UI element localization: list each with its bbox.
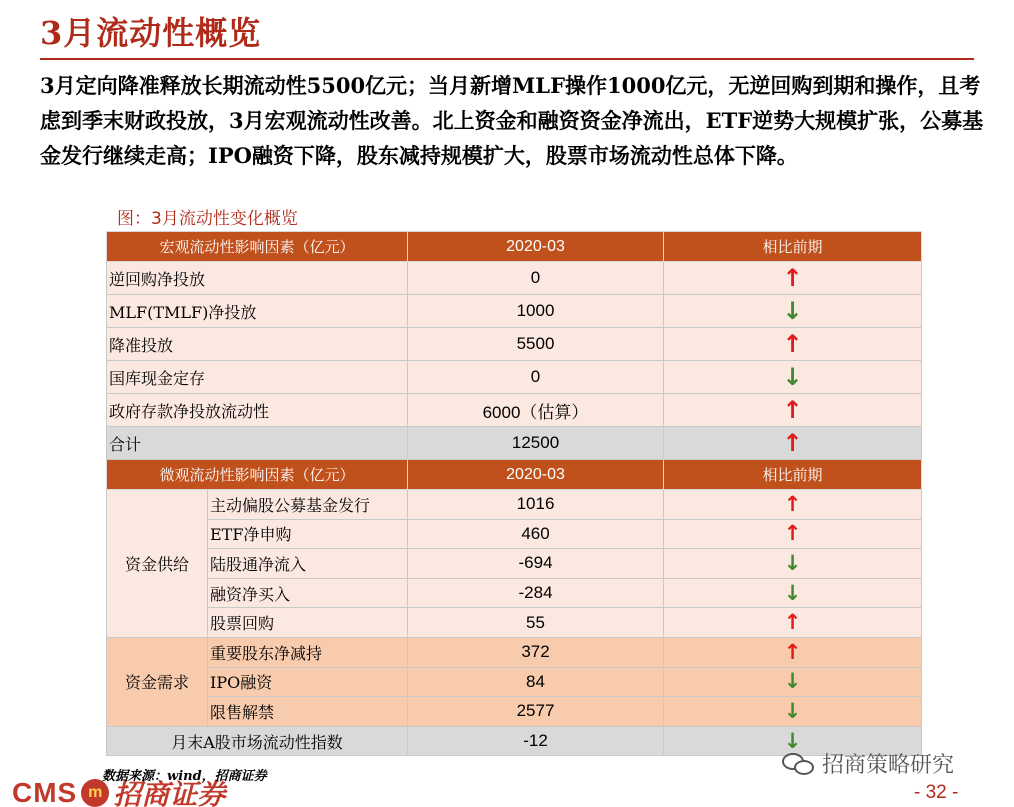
trend-cell: [664, 427, 922, 460]
row-value: -694: [408, 549, 664, 579]
data-source-note: 数据来源：wind，招商证券: [102, 769, 267, 784]
row-value: 6000（估算）: [408, 394, 664, 427]
trend-cell: [664, 394, 922, 427]
supply-group-label: 资金供给: [107, 490, 208, 638]
row-label: IPO融资: [208, 667, 408, 697]
liquidity-table: [106, 231, 922, 756]
row-label: 降准投放: [107, 328, 408, 361]
row-label: 主动偏股公募基金发行: [208, 490, 408, 520]
row-label: 重要股东净减持: [208, 637, 408, 667]
trend-cell: [664, 361, 922, 394]
micro-period-header: 2020-03: [408, 460, 664, 490]
table-row: [107, 608, 922, 638]
wechat-icon: [782, 751, 816, 777]
summary-paragraph: 3月定向降准释放长期流动性5500亿元；当月新增MLF操作1000亿元，无逆回购到期和操作，且考虑到季末财政投放，3月宏观流动性改善。北上资金和融资资金净流出，ETF逆势大规模扩张，公募基金发行继续走高；IPO融资下降，股东减持规模扩大，股票市场流动性总体下降。: [40, 73, 984, 168]
row-value: 5500: [408, 328, 664, 361]
table-row: [107, 578, 922, 608]
total-row: [107, 427, 922, 460]
micro-header-row: [107, 460, 922, 490]
page-number: - 32 -: [914, 782, 959, 803]
table-row: [107, 394, 922, 427]
trend-cell: [664, 549, 922, 579]
table-row: [107, 295, 922, 328]
arrow-down-icon: ↓: [783, 580, 802, 605]
trend-cell: [664, 295, 922, 328]
table-row: [107, 361, 922, 394]
trend-cell: [664, 578, 922, 608]
arrow-up-icon: ↑: [782, 330, 803, 358]
micro-factor-header: 微观流动性影响因素（亿元）: [107, 460, 408, 490]
row-value: 1000: [408, 295, 664, 328]
row-label: 国库现金定存: [107, 361, 408, 394]
trend-cell: [664, 667, 922, 697]
logo-chinese: 招商证券: [113, 779, 226, 807]
row-value: 55: [408, 608, 664, 638]
trend-cell: [664, 637, 922, 667]
row-value: 460: [408, 519, 664, 549]
arrow-up-icon: ↑: [783, 610, 802, 635]
macro-factor-header: 宏观流动性影响因素（亿元）: [107, 232, 408, 262]
logo-mark-icon: m: [81, 779, 109, 807]
arrow-down-icon: ↓: [783, 669, 802, 694]
row-label: 政府存款净投放流动性: [107, 394, 408, 427]
table-row: [107, 262, 922, 295]
table-row: [107, 328, 922, 361]
figure-caption: 图：3月流动性变化概览: [117, 209, 298, 229]
macro-period-header: 2020-03: [408, 232, 664, 262]
arrow-up-icon: ↑: [783, 521, 802, 546]
arrow-down-icon: ↓: [782, 363, 803, 391]
row-value: 2577: [408, 697, 664, 727]
arrow-down-icon: ↓: [782, 297, 803, 325]
row-value: 372: [408, 637, 664, 667]
index-label: 月末A股市场流动性指数: [107, 726, 408, 756]
trend-cell: [664, 328, 922, 361]
table-row: [107, 490, 922, 520]
row-value: 1016: [408, 490, 664, 520]
table-row: [107, 667, 922, 697]
logo-latin: CMS: [12, 777, 78, 807]
row-label: MLF(TMLF)净投放: [107, 295, 408, 328]
macro-compare-header: 相比前期: [664, 232, 922, 262]
table-row: [107, 519, 922, 549]
trend-cell: [664, 697, 922, 727]
row-label: ETF净申购: [208, 519, 408, 549]
total-value: 12500: [408, 427, 664, 460]
row-value: -284: [408, 578, 664, 608]
row-value: 0: [408, 361, 664, 394]
watermark: [782, 748, 954, 779]
row-label: 逆回购净投放: [107, 262, 408, 295]
arrow-up-icon: ↑: [782, 396, 803, 424]
arrow-down-icon: ↓: [783, 728, 802, 753]
watermark-text: 招商策略研究: [822, 753, 955, 778]
trend-cell: [664, 262, 922, 295]
arrow-up-icon: ↑: [782, 429, 803, 457]
trend-cell: [664, 519, 922, 549]
index-value: -12: [408, 726, 664, 756]
arrow-up-icon: ↑: [783, 491, 802, 516]
row-label: 股票回购: [208, 608, 408, 638]
row-label: 限售解禁: [208, 697, 408, 727]
row-value: 84: [408, 667, 664, 697]
row-label: 融资净买入: [208, 578, 408, 608]
demand-group-label: 资金需求: [107, 637, 208, 726]
trend-cell: [664, 490, 922, 520]
table-row: [107, 697, 922, 727]
arrow-down-icon: ↓: [783, 550, 802, 575]
row-value: 0: [408, 262, 664, 295]
arrow-down-icon: ↓: [783, 698, 802, 723]
trend-cell: [664, 608, 922, 638]
total-label: 合计: [107, 427, 408, 460]
arrow-up-icon: ↑: [782, 264, 803, 292]
arrow-up-icon: ↑: [783, 639, 802, 664]
macro-header-row: [107, 232, 922, 262]
row-label: 陆股通净流入: [208, 549, 408, 579]
title-divider: [40, 58, 974, 60]
table-row: [107, 549, 922, 579]
micro-compare-header: 相比前期: [664, 460, 922, 490]
table-row: [107, 637, 922, 667]
slide-title: 3月流动性概览: [40, 14, 262, 52]
